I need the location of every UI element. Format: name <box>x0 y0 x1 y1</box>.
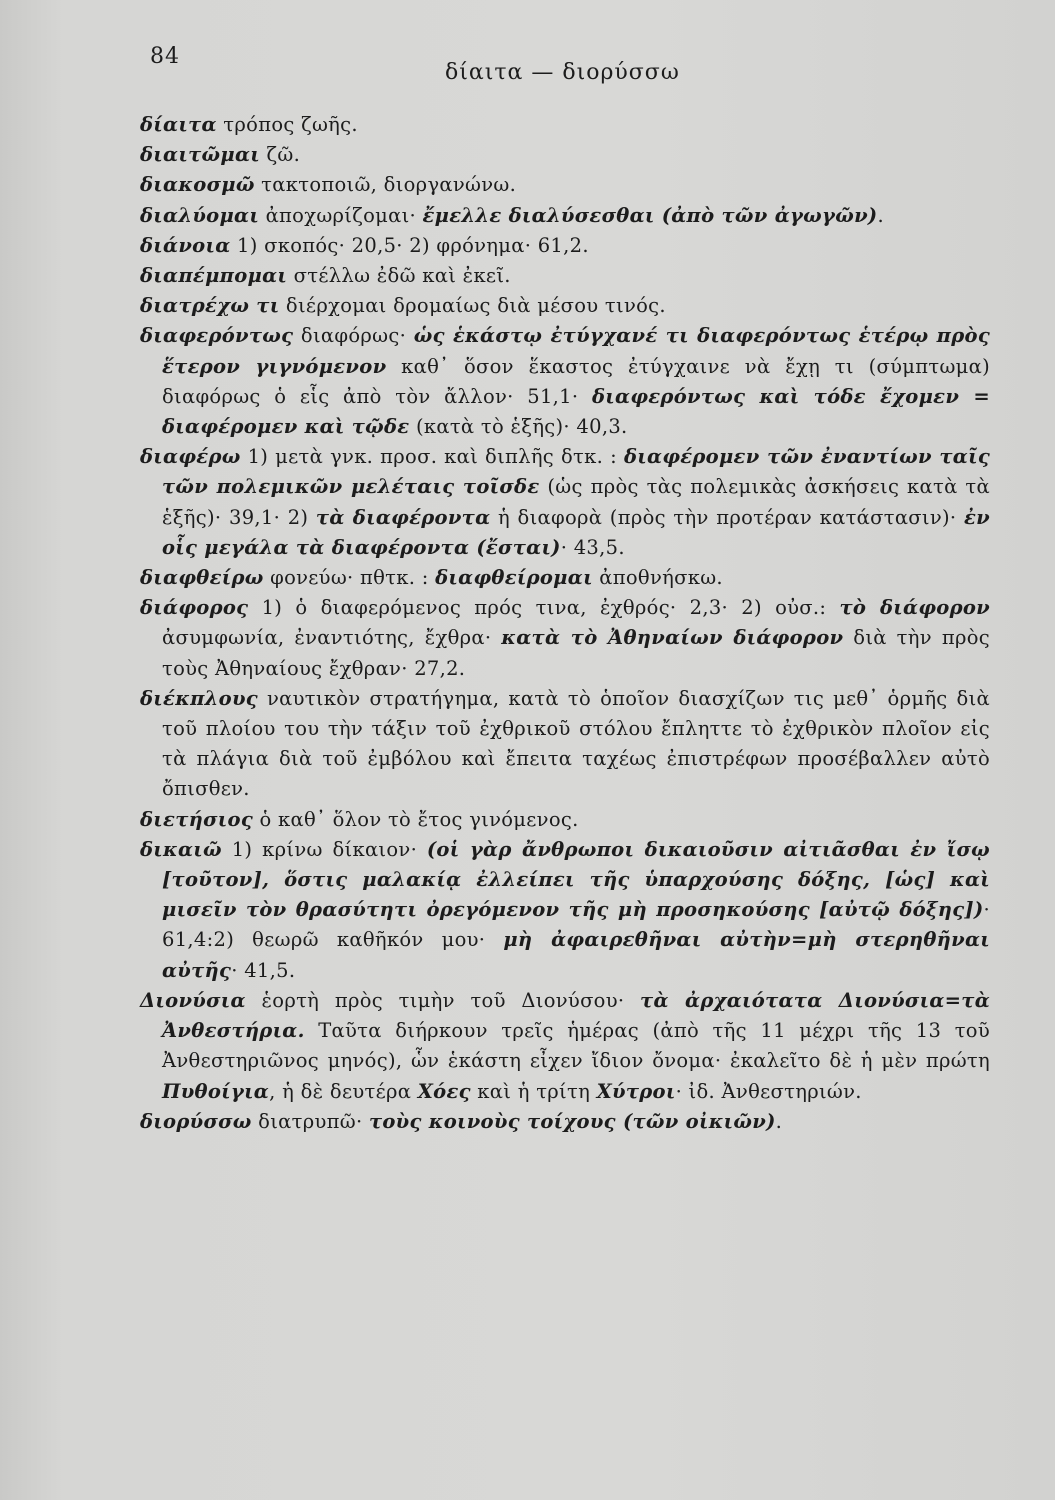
entry-definition: διαφόρως· <box>293 324 414 348</box>
entry-quotation: τοὺς κοινοὺς τοίχους (τῶν οἰκιῶν) <box>368 1109 776 1133</box>
dictionary-entry <box>140 986 990 1107</box>
entry-definition: τρόπος ζωῆς. <box>216 113 358 136</box>
dictionary-entry <box>140 1107 990 1137</box>
running-head: δίαιτα — διορύσσω <box>445 60 680 85</box>
entry-definition: 1) κρίνω δίκαιον· <box>221 837 427 861</box>
dictionary-entry <box>140 261 990 291</box>
entry-definition: ζῶ. <box>260 143 301 167</box>
entry-headword: διαιτῶμαι <box>140 143 260 167</box>
dictionary-entry <box>140 140 990 170</box>
entry-headword: διάνοια <box>140 233 231 257</box>
entry-quotation: ὡς ἑκάστῳ ἐτύγχανέ τι διαφερόντως ἑτέρῳ πρὸς ἕτερον γιγνόμενον <box>162 324 991 378</box>
dictionary-entry <box>140 442 990 563</box>
entry-definition: στέλλω ἐδῶ καὶ ἐκεῖ. <box>287 264 511 288</box>
entry-definition: . <box>775 1109 783 1133</box>
entry-headword: διαφερόντως <box>140 324 294 348</box>
entry-quotation: Χύτροι <box>596 1079 676 1103</box>
entry-definition: · 41,5. <box>231 958 296 982</box>
entry-definition: διατρυπῶ· <box>251 1109 369 1133</box>
dictionary-entry <box>140 201 990 231</box>
entry-definition: . <box>877 203 884 227</box>
dictionary-entry <box>140 805 990 835</box>
entry-definition: Ταῦτα διήρκουν τρεῖς ἡμέρας (ἀπὸ τῆς 11 μέχρι τῆς 13 τοῦ Ἀνθεστηριῶνος μηνός), ὧν ἑκάστη εἶχεν ἴδιον ὄνομα· ἐκαλεῖτο δὲ ἡ μὲν πρώτη <box>162 1019 990 1073</box>
entry-headword: Διονύσια <box>140 988 246 1012</box>
page-number: 84 <box>150 44 180 69</box>
entry-headword: διαπέμπομαι <box>140 264 288 288</box>
dictionary-entry <box>140 684 990 805</box>
entry-definition: καὶ ἡ τρίτη <box>470 1079 597 1103</box>
entry-quotation: τὰ διαφέροντα <box>315 505 491 529</box>
dictionary-entry <box>140 593 990 684</box>
dictionary-entry <box>140 291 990 321</box>
entry-headword: δικαιῶ <box>140 837 222 861</box>
page-header <box>150 44 870 84</box>
entry-quotation: διαφέρομεν τῶν ἐναντίων ταῖς τῶν πολεμικῶν μελέταις τοῖσδε <box>162 445 990 499</box>
entry-definition: φονεύω· πθτκ. : <box>263 566 436 590</box>
entry-quotation: τὰ ἀρχαιότατα Διονύσια=τὰ Ἀνθεστήρια. <box>162 988 990 1043</box>
dictionary-entry <box>140 231 990 261</box>
entry-headword: διορύσσω <box>140 1109 252 1133</box>
dictionary-entry <box>140 563 990 593</box>
entry-headword: διαφθείρω <box>140 566 264 590</box>
entry-quotation: Χόες <box>417 1079 471 1103</box>
entries-list <box>140 110 990 1137</box>
entry-headword: διαλύομαι <box>140 203 260 227</box>
entry-definition: διὰ τὴν πρὸς τοὺς Ἀθηναίους ἔχθραν· 27,2. <box>162 626 990 680</box>
entry-quotation: ἔμελλε διαλύσεσθαι (ἀπὸ τῶν ἀγωγῶν) <box>422 203 878 227</box>
dictionary-entry <box>140 110 990 140</box>
entry-quotation: ἐν οἷς μεγάλα τὰ διαφέροντα (ἔσται) <box>162 505 990 559</box>
entry-headword: διάφορος <box>140 596 249 620</box>
entry-definition: ἀποχωρίζομαι· <box>259 203 423 227</box>
entry-definition: τακτοποιῶ, διοργανώνω. <box>254 173 517 197</box>
entry-definition: ὁ καθ᾽ ὅλον τὸ ἔτος γινόμενος. <box>253 807 579 831</box>
entry-definition: · ἰδ. Ἀνθεστηριών. <box>675 1079 862 1103</box>
entry-definition: ἀσυμφωνία, ἐναντιότης, ἔχθρα· <box>162 626 502 650</box>
entry-definition: ἡ διαφορὰ (πρὸς τὴν προτέραν κατάστασιν)· <box>490 505 965 529</box>
entry-definition: 1) μετὰ γνκ. προσ. καὶ διπλῆς δτκ. : <box>240 445 624 469</box>
entry-quotation: διαφθείρομαι <box>435 566 593 590</box>
entry-quotation: κατὰ τὸ Ἀθηναίων διάφορον <box>501 626 844 650</box>
dictionary-entry <box>140 835 990 986</box>
entry-headword: διακοσμῶ <box>140 173 255 197</box>
entry-definition: (ὡς πρὸς τὰς πολεμικὰς ἀσκήσεις κατὰ τὰ ἑξῆς)· 39,1· 2) <box>162 475 990 529</box>
entry-definition: 1) σκοπός· 20,5· 2) φρόνημα· 61,2. <box>230 233 589 257</box>
entry-definition: ναυτικὸν στρατήγημα, κατὰ τὸ ὁποῖον διασχίζων τις μεθ᾽ ὁρμῆς διὰ τοῦ πλοίου του τὴν τάξιν τοῦ ἐχθρικοῦ στόλου ἔπληττε τὸ ἐχθρικὸν πλοῖον εἰς τὰ πλάγια διὰ τοῦ ἐμβόλου καὶ ἔπειτα ταχέως ἐπιστρέφων προσέβαλλεν αὐτὸ ὄπισθεν. <box>162 686 990 801</box>
entry-quotation: διαφερόντως καὶ τόδε ἔχομεν = διαφέρομεν καὶ τῷδε <box>162 384 991 439</box>
entry-headword: διέκπλους <box>140 686 258 710</box>
entry-quotation: (οἱ γὰρ ἄνθρωποι δικαιοῦσιν αἰτιᾶσθαι ἐν ἴσῳ [τοῦτον], ὅστις μαλακίᾳ ἐλλείπει τῆς ὑπαρχούσης δόξης, [ὡς] καὶ μισεῖν τὸν θρασύτητι ὀρεγόμενον τῆς μὴ προσηκούσης [αὐτῷ δόξης]) <box>162 837 990 922</box>
entry-headword: δίαιτα <box>140 113 217 136</box>
entry-definition: διέρχομαι δρομαίως διὰ μέσου τινός. <box>279 294 666 318</box>
entry-definition: 1) ὁ διαφερόμενος πρός τινα, ἐχθρός· 2,3· 2) οὐσ.: <box>248 596 840 620</box>
dictionary-entry <box>140 170 990 200</box>
entry-quotation: Πυθοίγια <box>162 1079 270 1103</box>
entry-definition: · 61,4:2) θεωρῶ καθῆκόν μου· <box>162 898 990 952</box>
entry-definition: , ἡ δὲ δευτέρα <box>269 1079 418 1103</box>
entry-headword: διαφέρω <box>140 445 241 469</box>
entry-definition: ἑορτὴ πρὸς τιμὴν τοῦ Διονύσου· <box>245 988 641 1012</box>
entry-headword: διατρέχω τι <box>140 294 280 318</box>
entry-definition: · 43,5. <box>560 535 625 559</box>
entry-headword: διετήσιος <box>140 807 253 831</box>
dictionary-entry <box>140 321 990 442</box>
entry-definition: (κατὰ τὸ ἑξῆς)· 40,3. <box>409 415 628 439</box>
entry-definition: ἀποθνήσκω. <box>592 566 723 590</box>
entry-definition: καθ᾽ ὅσον ἕκαστος ἐτύγχαινε νὰ ἔχῃ τι (σύμπτωμα) διαφόρως ὁ εἷς ἀπὸ τὸν ἄλλον· 51,1· <box>162 354 990 408</box>
entry-quotation: μὴ ἀφαιρεθῆναι αὐτὴν=μὴ στερηθῆναι αὐτῆς <box>162 928 990 982</box>
entry-quotation: τὸ διάφορον <box>839 596 990 620</box>
